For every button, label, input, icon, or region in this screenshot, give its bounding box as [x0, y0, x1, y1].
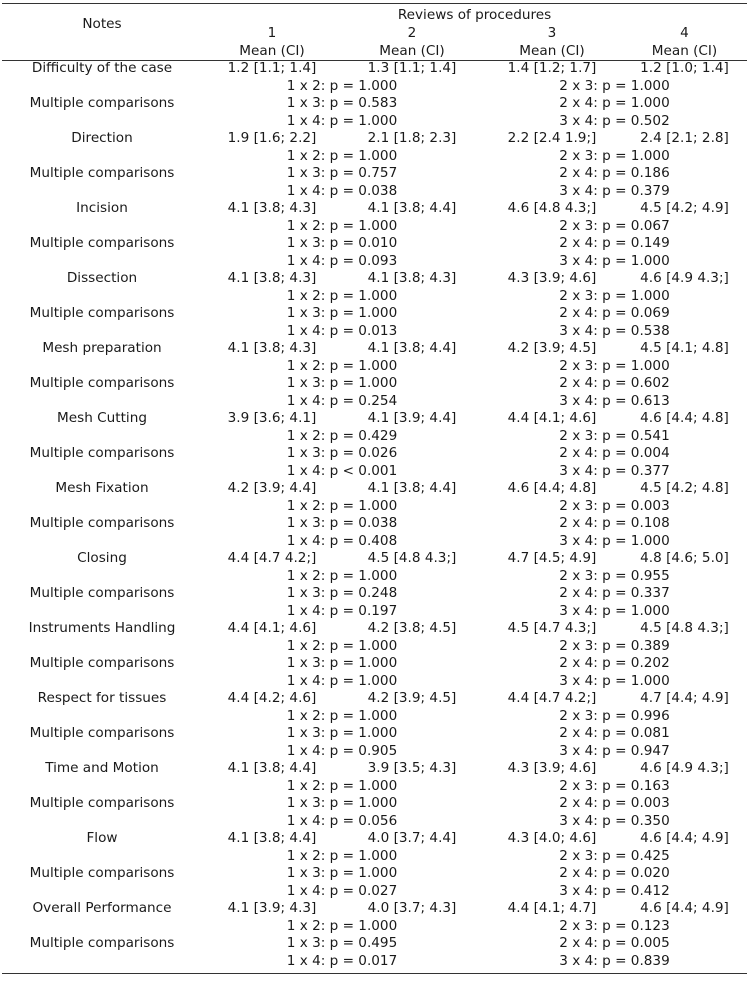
header-notes: Notes — [82, 16, 122, 32]
p-value-right: 3 x 4: p = 0.538 — [559, 322, 670, 339]
table-row — [2, 760, 747, 778]
multiple-comparisons-label: Multiple comparisons — [29, 165, 175, 181]
comparison-row — [2, 358, 747, 376]
p-value-left: 1 x 2: p = 1.000 — [286, 777, 398, 794]
row-label: Dissection — [66, 270, 138, 286]
p-value-right: 3 x 4: p = 0.350 — [559, 812, 670, 829]
p-value-left: 1 x 3: p = 0.583 — [286, 95, 398, 111]
header-col-3-sub: Mean (CI) — [519, 43, 585, 59]
mean-ci-cell: 4.0 [3.7; 4.3] — [367, 900, 457, 916]
p-value-left: 1 x 3: p = 0.757 — [286, 165, 398, 181]
mean-ci-cell: 1.4 [1.2; 1.7] — [507, 60, 597, 76]
p-value-left: 1 x 2: p = 1.000 — [286, 147, 398, 164]
p-value-right: 2 x 4: p = 0.202 — [559, 655, 670, 671]
p-value-left: 1 x 3: p = 0.026 — [286, 445, 398, 461]
p-value-left: 1 x 4: p = 0.093 — [286, 252, 398, 269]
mean-ci-cell: 4.6 [4.4; 4.9] — [640, 900, 729, 916]
p-value-left: 1 x 2: p = 1.000 — [286, 287, 398, 304]
mean-ci-cell: 4.4 [4.1; 4.6] — [507, 410, 597, 426]
mean-ci-cell: 4.4 [4.7 4.2;] — [227, 550, 317, 566]
mean-ci-cell: 4.5 [4.8 4.3;] — [640, 620, 729, 636]
p-value-left: 1 x 4: p = 0.038 — [286, 182, 398, 199]
comparison-row — [2, 778, 747, 796]
p-value-right: 2 x 4: p = 0.081 — [559, 725, 670, 741]
comparison-row — [2, 498, 747, 516]
p-value-left: 1 x 4: p = 0.013 — [286, 322, 398, 339]
comparison-row — [2, 848, 747, 866]
header-spacer — [2, 42, 202, 60]
header-col-2-number: 2 — [407, 25, 417, 41]
row-label: Mesh preparation — [42, 340, 162, 356]
p-value-left: 1 x 2: p = 1.000 — [286, 497, 398, 514]
mean-ci-cell: 1.2 [1.1; 1.4] — [227, 60, 317, 76]
p-value-right: 2 x 3: p = 0.955 — [559, 567, 670, 584]
table-body — [2, 60, 747, 970]
p-value-left: 1 x 4: p < 0.001 — [286, 462, 398, 479]
comparison-row — [2, 148, 747, 166]
comparison-row — [2, 288, 747, 306]
p-value-right: 2 x 4: p = 0.069 — [559, 305, 670, 321]
p-value-left: 1 x 2: p = 1.000 — [286, 77, 398, 94]
p-value-left: 1 x 4: p = 0.017 — [286, 952, 398, 969]
row-label: Overall Performance — [32, 900, 172, 916]
multiple-comparisons-label: Multiple comparisons — [29, 445, 175, 461]
comparison-row — [2, 218, 747, 236]
top-rule — [2, 3, 747, 4]
mean-ci-cell: 4.6 [4.9 4.3;] — [640, 270, 729, 286]
row-label: Difficulty of the case — [31, 60, 173, 76]
multiple-comparisons-label: Multiple comparisons — [29, 585, 175, 601]
p-value-right: 3 x 4: p = 1.000 — [559, 532, 670, 549]
p-value-left: 1 x 2: p = 1.000 — [286, 917, 398, 934]
mean-ci-cell: 4.6 [4.4; 4.8] — [640, 410, 729, 426]
p-value-left: 1 x 3: p = 0.495 — [286, 935, 398, 951]
header-col-2-sub: Mean (CI) — [379, 43, 445, 59]
multiple-comparisons-label: Multiple comparisons — [29, 655, 175, 671]
mean-ci-cell: 4.5 [4.1; 4.8] — [640, 340, 729, 356]
mean-ci-cell: 2.4 [2.1; 2.8] — [640, 130, 729, 146]
row-label: Incision — [76, 200, 128, 216]
row-label: Mesh Fixation — [55, 480, 149, 496]
p-value-left: 1 x 2: p = 0.429 — [286, 427, 398, 444]
table-row — [2, 900, 747, 918]
p-value-left: 1 x 2: p = 1.000 — [286, 567, 398, 584]
p-value-right: 2 x 4: p = 0.337 — [559, 585, 670, 601]
mean-ci-cell: 4.1 [3.8; 4.3] — [367, 270, 457, 286]
p-value-left: 1 x 3: p = 0.248 — [286, 585, 398, 601]
mean-ci-cell: 4.1 [3.8; 4.3] — [227, 340, 317, 356]
mean-ci-cell: 4.2 [3.8; 4.5] — [367, 620, 457, 636]
multiple-comparisons-label: Multiple comparisons — [29, 235, 175, 251]
multiple-comparisons-label: Multiple comparisons — [29, 725, 175, 741]
mean-ci-cell: 4.4 [4.1; 4.6] — [227, 620, 317, 636]
mean-ci-cell: 4.5 [4.7 4.3;] — [507, 620, 597, 636]
header-col-4-number: 4 — [680, 25, 689, 41]
mean-ci-cell: 4.1 [3.9; 4.4] — [367, 410, 457, 426]
p-value-right: 2 x 3: p = 1.000 — [559, 287, 670, 304]
mean-ci-cell: 4.0 [3.7; 4.4] — [367, 830, 457, 846]
p-value-right: 2 x 4: p = 0.005 — [559, 935, 670, 951]
p-value-left: 1 x 4: p = 0.905 — [286, 742, 398, 759]
mean-ci-cell: 3.9 [3.6; 4.1] — [227, 410, 317, 426]
p-value-left: 1 x 2: p = 1.000 — [286, 847, 398, 864]
mean-ci-cell: 4.2 [3.9; 4.4] — [227, 480, 317, 496]
mean-ci-cell: 4.6 [4.4; 4.9] — [640, 830, 729, 846]
mean-ci-cell: 4.6 [4.8 4.3;] — [507, 200, 597, 216]
mean-ci-cell: 2.2 [2.4 1.9;] — [507, 130, 597, 146]
p-value-left: 1 x 2: p = 1.000 — [286, 217, 398, 234]
multiple-comparisons-label: Multiple comparisons — [29, 305, 175, 321]
comparison-row — [2, 78, 747, 96]
table-row — [2, 60, 747, 78]
mean-ci-cell: 4.1 [3.8; 4.4] — [227, 760, 317, 776]
p-value-right: 2 x 4: p = 0.186 — [559, 165, 670, 181]
p-value-right: 3 x 4: p = 0.613 — [559, 392, 670, 409]
table-row — [2, 830, 747, 848]
table-row — [2, 200, 747, 218]
p-value-right: 3 x 4: p = 0.412 — [559, 882, 670, 899]
mean-ci-cell: 4.4 [4.1; 4.7] — [507, 900, 597, 916]
mean-ci-cell: 4.6 [4.9 4.3;] — [640, 760, 729, 776]
p-value-right: 3 x 4: p = 0.502 — [559, 112, 670, 129]
p-value-right: 2 x 4: p = 0.149 — [559, 235, 670, 251]
table-row — [2, 270, 747, 288]
row-label: Time and Motion — [45, 760, 159, 776]
mean-ci-cell: 4.1 [3.8; 4.4] — [227, 830, 317, 846]
comparison-row — [2, 568, 747, 586]
multiple-comparisons-label: Multiple comparisons — [29, 375, 175, 391]
table-row — [2, 130, 747, 148]
p-value-right: 3 x 4: p = 1.000 — [559, 602, 670, 619]
multiple-comparisons-label: Multiple comparisons — [29, 865, 175, 881]
mean-ci-cell: 4.6 [4.4; 4.8] — [507, 480, 597, 496]
mean-ci-cell: 3.9 [3.5; 4.3] — [367, 760, 457, 776]
table-row — [2, 340, 747, 358]
p-value-left: 1 x 4: p = 0.408 — [286, 532, 398, 549]
p-value-left: 1 x 3: p = 1.000 — [286, 375, 398, 391]
p-value-right: 3 x 4: p = 0.947 — [559, 742, 670, 759]
mean-ci-cell: 4.5 [4.2; 4.8] — [640, 480, 729, 496]
row-label: Direction — [71, 130, 133, 146]
header-group: Reviews of procedures — [397, 7, 552, 23]
p-value-left: 1 x 4: p = 0.027 — [286, 882, 398, 899]
mean-ci-cell: 4.4 [4.7 4.2;] — [507, 690, 597, 706]
p-value-left: 1 x 4: p = 1.000 — [286, 672, 398, 689]
p-value-right: 2 x 3: p = 0.067 — [559, 217, 670, 234]
table-row — [2, 620, 747, 638]
comparison-row — [2, 708, 747, 726]
mean-ci-cell: 4.1 [3.8; 4.4] — [367, 480, 457, 496]
p-value-right: 2 x 3: p = 1.000 — [559, 77, 670, 94]
p-value-right: 2 x 4: p = 0.602 — [559, 375, 670, 391]
mean-ci-cell: 4.7 [4.5; 4.9] — [507, 550, 597, 566]
table-row — [2, 690, 747, 708]
results-table — [2, 6, 747, 970]
p-value-right: 3 x 4: p = 0.377 — [559, 462, 670, 479]
table-row — [2, 480, 747, 498]
p-value-left: 1 x 3: p = 1.000 — [286, 865, 398, 881]
multiple-comparisons-label: Multiple comparisons — [29, 515, 175, 531]
p-value-left: 1 x 3: p = 0.038 — [286, 515, 398, 531]
p-value-right: 2 x 3: p = 1.000 — [559, 147, 670, 164]
p-value-right: 2 x 3: p = 1.000 — [559, 357, 670, 374]
header-col-4-sub: Mean (CI) — [651, 43, 718, 59]
mean-ci-cell: 4.8 [4.6; 5.0] — [640, 550, 729, 566]
mean-ci-cell: 4.2 [3.9; 4.5] — [367, 690, 457, 706]
mean-ci-cell: 4.1 [3.8; 4.3] — [227, 200, 317, 216]
p-value-right: 3 x 4: p = 0.839 — [559, 952, 670, 969]
p-value-right: 2 x 3: p = 0.389 — [559, 637, 670, 654]
mean-ci-cell: 4.5 [4.8 4.3;] — [367, 550, 457, 566]
p-value-right: 3 x 4: p = 1.000 — [559, 252, 670, 269]
table-row — [2, 550, 747, 568]
p-value-right: 2 x 3: p = 0.541 — [559, 427, 670, 444]
p-value-left: 1 x 4: p = 0.056 — [286, 812, 398, 829]
p-value-left: 1 x 2: p = 1.000 — [286, 357, 398, 374]
p-value-right: 2 x 3: p = 0.123 — [559, 917, 670, 934]
row-label: Instruments Handling — [28, 620, 176, 636]
p-value-right: 2 x 4: p = 0.020 — [559, 865, 670, 881]
mean-ci-cell: 4.7 [4.4; 4.9] — [640, 690, 729, 706]
p-value-left: 1 x 3: p = 0.010 — [286, 235, 398, 251]
p-value-left: 1 x 3: p = 1.000 — [286, 725, 398, 741]
header-col-3-number: 3 — [547, 25, 557, 41]
comparison-row — [2, 918, 747, 936]
p-value-left: 1 x 4: p = 1.000 — [286, 112, 398, 129]
mean-ci-cell: 4.1 [3.8; 4.4] — [367, 340, 457, 356]
row-label: Mesh Cutting — [57, 410, 147, 426]
bottom-rule — [2, 973, 747, 974]
p-value-right: 2 x 4: p = 0.004 — [559, 445, 670, 461]
p-value-right: 2 x 3: p = 0.003 — [559, 497, 670, 514]
mean-ci-cell: 1.3 [1.1; 1.4] — [367, 60, 457, 76]
mean-ci-cell: 1.2 [1.0; 1.4] — [640, 60, 729, 76]
row-label: Closing — [77, 550, 127, 566]
p-value-right: 2 x 4: p = 0.108 — [559, 515, 670, 531]
mean-ci-cell: 4.2 [3.9; 4.5] — [507, 340, 597, 356]
p-value-right: 2 x 4: p = 0.003 — [559, 795, 670, 811]
p-value-right: 2 x 3: p = 0.425 — [559, 847, 670, 864]
p-value-right: 2 x 4: p = 1.000 — [559, 95, 670, 111]
p-value-left: 1 x 2: p = 1.000 — [286, 637, 398, 654]
p-value-left: 1 x 3: p = 1.000 — [286, 305, 398, 321]
mean-ci-cell: 4.1 [3.9; 4.3] — [227, 900, 317, 916]
mean-ci-cell: 4.4 [4.2; 4.6] — [227, 690, 317, 706]
mean-ci-cell: 4.3 [3.9; 4.6] — [507, 270, 597, 286]
p-value-left: 1 x 2: p = 1.000 — [286, 707, 398, 724]
mean-ci-cell: 4.1 [3.8; 4.4] — [367, 200, 457, 216]
row-label: Respect for tissues — [37, 690, 167, 706]
mean-ci-cell: 2.1 [1.8; 2.3] — [367, 130, 457, 146]
p-value-right: 2 x 3: p = 0.163 — [559, 777, 670, 794]
mean-ci-cell: 1.9 [1.6; 2.2] — [227, 130, 317, 146]
table-row — [2, 410, 747, 428]
mean-ci-cell: 4.1 [3.8; 4.3] — [227, 270, 317, 286]
mean-ci-cell: 4.5 [4.2; 4.9] — [640, 200, 729, 216]
multiple-comparisons-label: Multiple comparisons — [29, 95, 175, 111]
p-value-right: 3 x 4: p = 1.000 — [559, 672, 670, 689]
mean-ci-cell: 4.3 [4.0; 4.6] — [507, 830, 597, 846]
comparison-row — [2, 428, 747, 446]
p-value-right: 2 x 3: p = 0.996 — [559, 707, 670, 724]
header-col-1-sub: Mean (CI) — [239, 43, 305, 59]
comparison-row — [2, 638, 747, 656]
multiple-comparisons-label: Multiple comparisons — [29, 795, 175, 811]
p-value-left: 1 x 4: p = 0.254 — [286, 392, 398, 409]
header-col-1-number: 1 — [267, 25, 277, 41]
p-value-right: 3 x 4: p = 0.379 — [559, 182, 670, 199]
row-label: Flow — [86, 830, 118, 846]
multiple-comparisons-label: Multiple comparisons — [29, 935, 175, 951]
p-value-left: 1 x 3: p = 1.000 — [286, 655, 398, 671]
mean-ci-cell: 4.3 [3.9; 4.6] — [507, 760, 597, 776]
p-value-left: 1 x 3: p = 1.000 — [286, 795, 398, 811]
p-value-left: 1 x 4: p = 0.197 — [286, 602, 398, 619]
